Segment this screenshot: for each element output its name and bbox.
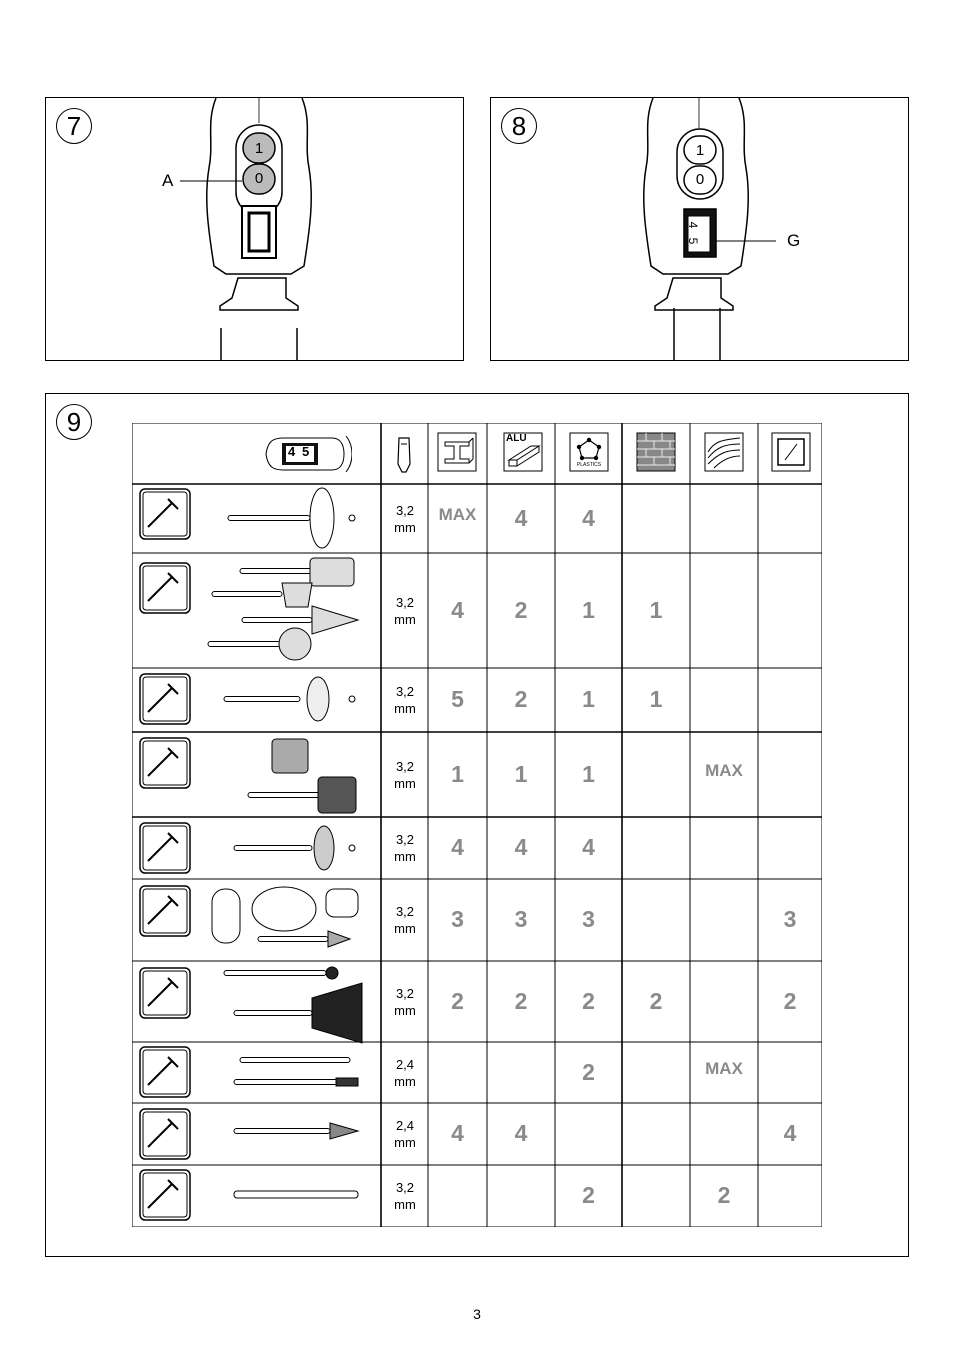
speed-setting-cell: 3 [451,906,464,932]
dial-digit: 4 [686,221,700,229]
speed-setting-cell: 4 [582,504,595,531]
switch-off-label: 0 [254,170,264,187]
speed-setting-cell: 3 [582,906,595,932]
shank-size-value: 3,2 [395,502,415,518]
shank-size-cell [382,985,428,1019]
dial-digit: 4 [288,444,296,459]
shank-size-value: 3,2 [395,594,415,610]
speed-setting-cell: 2 [582,987,595,1014]
figure-number: 7 [56,108,92,144]
shank-size-cell [382,594,428,628]
tool-switch-illustration [46,98,465,360]
shank-size-cell [382,1056,428,1090]
glass-icon [771,432,811,472]
speed-setting-cell: 4 [514,834,528,860]
switch-on-label: 1 [695,142,705,159]
shank-size-unit: mm [394,921,416,936]
speed-setting-cell: 1 [514,760,528,787]
speed-setting-cell: 2 [514,686,528,712]
speed-setting-cell: 1 [649,686,663,712]
shank-size-cell [382,831,428,865]
aluminium-label: ALU [506,433,527,444]
shank-size-unit: mm [394,1197,416,1212]
callout-label: G [787,231,801,250]
shank-size-unit: mm [394,701,416,716]
plastics-label: PLASTICS [576,462,602,468]
shank-size-unit: mm [394,611,416,627]
figure-number: 9 [56,404,92,440]
shank-size-unit: mm [394,849,416,864]
speed-setting-cell: 2 [649,987,663,1014]
switch-off-label: 0 [695,171,705,188]
speed-setting-cell: 1 [582,686,595,712]
shank-size-cell [382,1117,428,1151]
speed-setting-cell: 1 [582,760,595,787]
wood-icon [704,432,744,472]
speed-setting-cell: 2 [582,1058,595,1085]
speed-setting-cell: MAX [705,1058,743,1078]
shank-size-cell [382,903,428,937]
speed-setting-cell: 3 [514,906,528,932]
figure-8-panel [490,97,909,361]
shank-size-value: 2,4 [395,1056,415,1072]
shank-size-unit: mm [394,519,416,535]
shank-size-cell [382,683,428,717]
speed-setting-cell: 3 [783,906,797,932]
speed-setting-cell: 2 [717,1182,731,1208]
accessory-speed-table [132,423,822,1227]
speed-setting-cell: 1 [649,596,663,623]
speed-setting-cell: 2 [451,987,464,1014]
figure-7-panel [45,97,464,361]
figure-number: 8 [501,108,537,144]
shank-size-cell [382,758,428,792]
speed-setting-cell: 4 [451,834,464,860]
speed-setting-cell: 1 [451,760,464,787]
shank-size-unit: mm [394,1073,416,1089]
shank-size-value: 2,4 [395,1118,415,1133]
speed-setting-cell: 4 [514,1120,528,1146]
shank-size-value: 3,2 [395,684,415,699]
shank-size-unit: mm [394,1135,416,1150]
speed-setting-cell: 4 [514,504,528,531]
shank-size-value: 3,2 [395,904,415,919]
shank-size-value: 3,2 [395,985,415,1001]
speed-setting-cell: 4 [451,596,464,623]
speed-setting-cell: MAX [705,760,743,780]
speed-setting-cell: 1 [582,596,595,623]
page-number: 3 [473,1306,481,1322]
tool-dial-illustration [491,98,910,360]
shank-size-unit: mm [394,1002,416,1018]
speed-setting-cell: 4 [783,1120,797,1146]
speed-setting-cell: 4 [582,834,595,860]
accessory-pictograms [132,423,382,1227]
switch-on-label: 1 [254,140,264,157]
speed-setting-cell: 2 [783,987,797,1014]
speed-setting-cell: 2 [582,1182,595,1208]
callout-label: A [162,171,174,190]
dial-digit: 5 [302,444,310,459]
shank-size-value: 3,2 [395,1180,415,1195]
collet-icon [394,434,414,474]
shank-size-unit: mm [394,775,416,791]
masonry-icon [636,432,676,472]
speed-setting-cell: MAX [438,504,477,524]
shank-size-value: 3,2 [395,758,415,774]
speed-setting-cell: 5 [451,686,464,712]
speed-setting-cell: 2 [514,596,528,623]
shank-size-value: 3,2 [395,832,415,847]
speed-setting-cell: 4 [451,1120,464,1146]
dial-digit: 5 [686,237,700,245]
shank-size-cell [382,1179,428,1213]
speed-setting-cell: 2 [514,987,528,1014]
steel-icon [437,432,477,472]
shank-size-cell [382,502,428,536]
